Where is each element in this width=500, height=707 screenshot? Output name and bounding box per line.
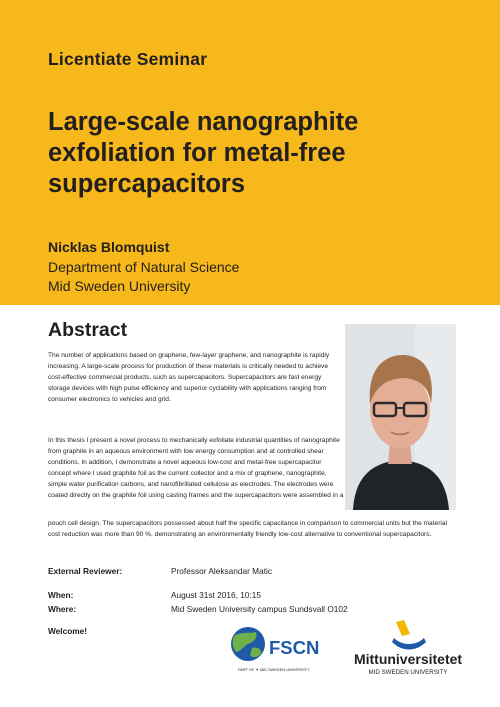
fscn-wordmark: FSCN	[269, 637, 320, 658]
presenter-block	[48, 238, 239, 297]
fscn-tagline: PART OF ✦ MID SWEDEN UNIVERSITY	[238, 667, 310, 672]
when-value: August 31st 2016, 10:15	[171, 590, 261, 600]
welcome-text: Welcome!	[48, 626, 88, 636]
abstract-paragraph: pouch cell design. The supercapacitors possessed about half the specific capacitance in comparison to commercial units but the material cost reduction was more than 90 %, demonstrating an environmentally friendly low-cost alternative to conventional supercapacitors.	[48, 520, 448, 539]
reviewer-value: Professor Aleksandar Matic	[171, 566, 272, 576]
abstract-heading: Abstract	[48, 319, 128, 341]
abstract-paragraph: The number of applications based on graphene, few-layer graphene, and nanographite is rapidly increasing. A large-scale process for production of these materials is critically needed to achieve cost-effective commercial products, such as supercapacitors. Supercapacitors are fast energy storage devices with high pulse efficiency and superior cyclability with applications ranging from consumer electronics to vehicles and grid.	[48, 352, 330, 404]
when-label: When:	[48, 590, 74, 600]
thesis-title: Large-scale nanographite exfoliation for metal-free supercapacitors	[48, 108, 359, 198]
presenter-name: Nicklas Blomquist	[48, 239, 170, 255]
miun-tagline: MID SWEDEN UNIVERSITY	[368, 669, 448, 676]
fscn-logo	[228, 622, 348, 678]
abstract-paragraph: In this thesis I present a novel process to mechanically exfoliate industrial quantities of nanographite from graphite in an aqueous environment with low energy consumption and at controlled shear conditions. In addition, I demonstrate a novel aqueous low-cost and metal-free supercapacitor concept where I used graphite foil as the current collector and a mix of graphene, nanographite, simple water purification carbons, and nanofibrillated cellulose as electrodes. The electrodes were coated directly on the graphite foil using casting frames and the supercapacitors were assembled in a	[48, 437, 344, 500]
reviewer-label: External Reviewer:	[48, 566, 123, 576]
presenter-university: Mid Sweden University	[48, 278, 191, 294]
where-value: Mid Sweden University campus Sundsvall O102	[171, 604, 348, 614]
presenter-photo	[345, 324, 456, 510]
header-banner	[0, 0, 500, 305]
where-label: Where:	[48, 604, 77, 614]
mittuniversitetet-logo	[352, 616, 464, 680]
miun-wordmark: Mittuniversitetet	[353, 651, 463, 667]
presenter-department: Department of Natural Science	[48, 258, 240, 275]
seminar-label: Licentiate Seminar	[48, 49, 208, 69]
